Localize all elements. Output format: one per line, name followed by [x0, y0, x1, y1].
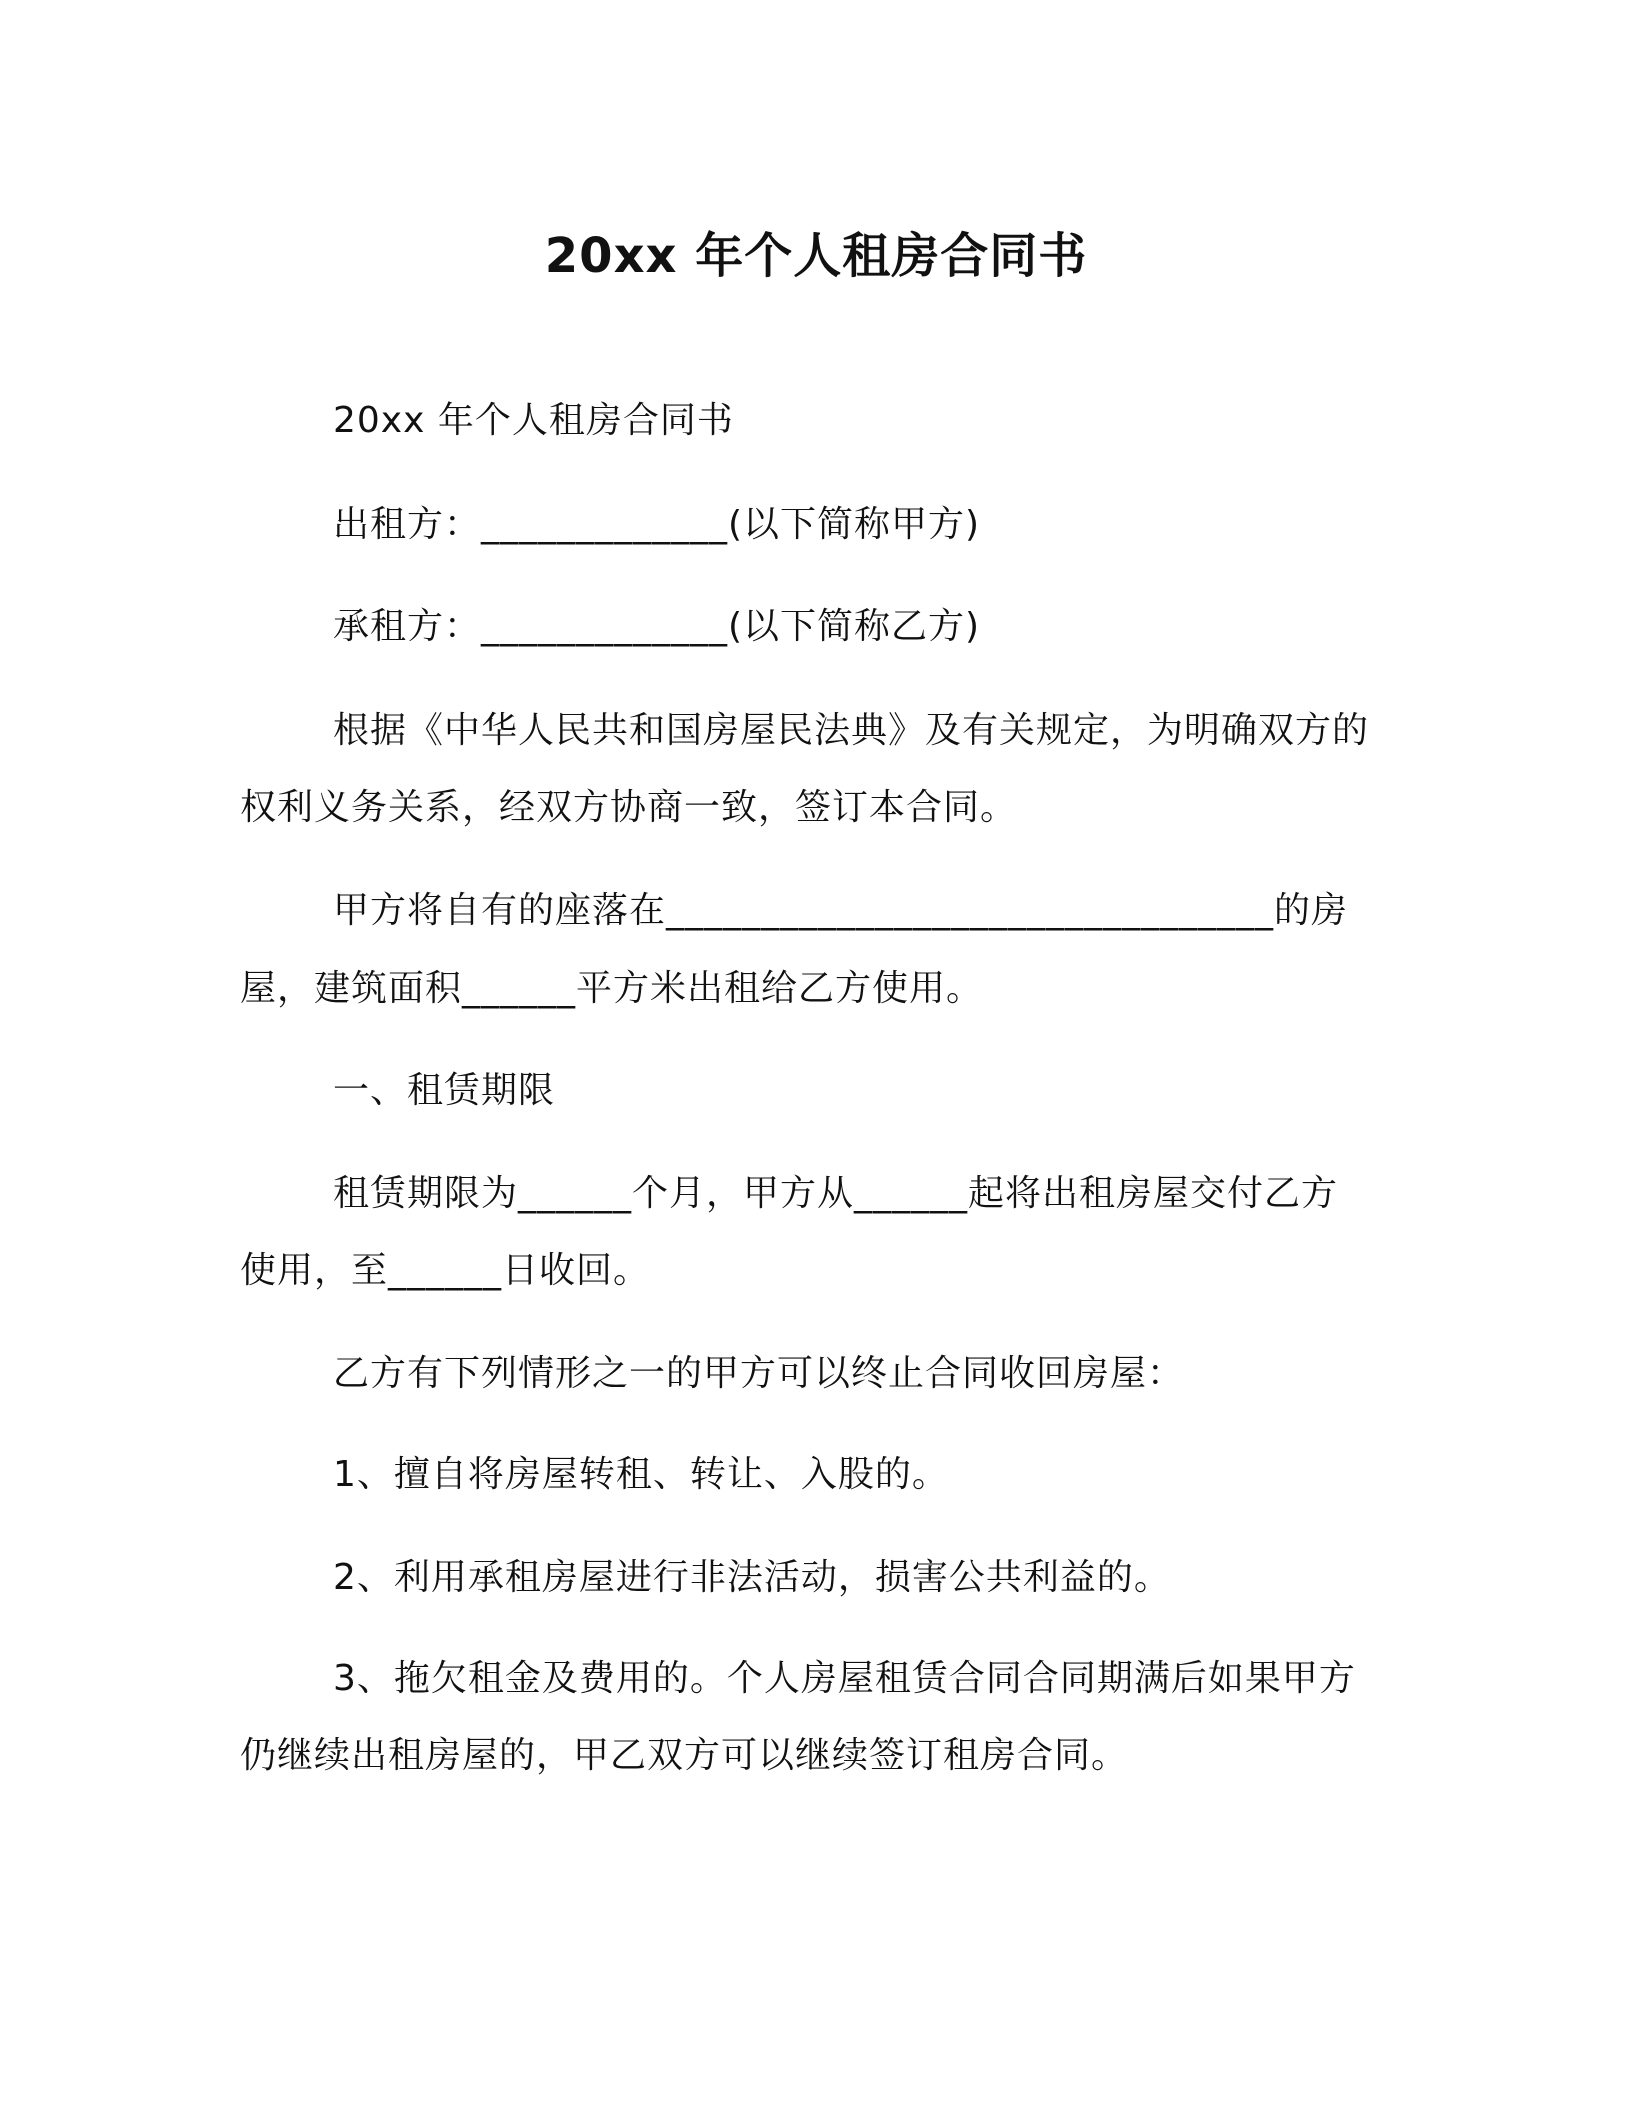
list-item-3-line-1: 3、拖欠租金及费用的。个人房屋租赁合同合同期满后如果甲方: [333, 1658, 1356, 1699]
paragraph-property-line-2: 屋，建筑面积______平方米出租给乙方使用。: [240, 968, 984, 1009]
paragraph-basis-line-2: 权利义务关系，经双方协商一致，签订本合同。: [240, 787, 1018, 828]
subtitle: 20xx 年个人租房合同书: [333, 400, 734, 441]
paragraph-term-line-1: 租赁期限为______个月，甲方从______起将出租房屋交付乙方: [333, 1173, 1339, 1214]
paragraph-property-line-1: 甲方将自有的座落在________________________________的房: [333, 890, 1349, 931]
document-title: 20xx 年个人租房合同书: [544, 228, 1088, 284]
lessee-line: 承租方：_____________(以下简称乙方): [333, 606, 981, 647]
list-item-2: 2、利用承租房屋进行非法活动，损害公共利益的。: [333, 1557, 1171, 1598]
section-heading-lease-term: 一、租赁期限: [333, 1070, 556, 1111]
lessor-line: 出租方：_____________(以下简称甲方): [333, 504, 981, 545]
paragraph-termination-intro: 乙方有下列情形之一的甲方可以终止合同收回房屋：: [333, 1353, 1185, 1394]
paragraph-term-line-2: 使用，至______日收回。: [240, 1250, 651, 1291]
list-item-3-line-2: 仍继续出租房屋的，甲乙双方可以继续签订租房合同。: [240, 1735, 1129, 1776]
list-item-1: 1、擅自将房屋转租、转让、入股的。: [333, 1454, 949, 1495]
paragraph-basis-line-1: 根据《中华人民共和国房屋民法典》及有关规定，为明确双方的: [333, 710, 1370, 751]
